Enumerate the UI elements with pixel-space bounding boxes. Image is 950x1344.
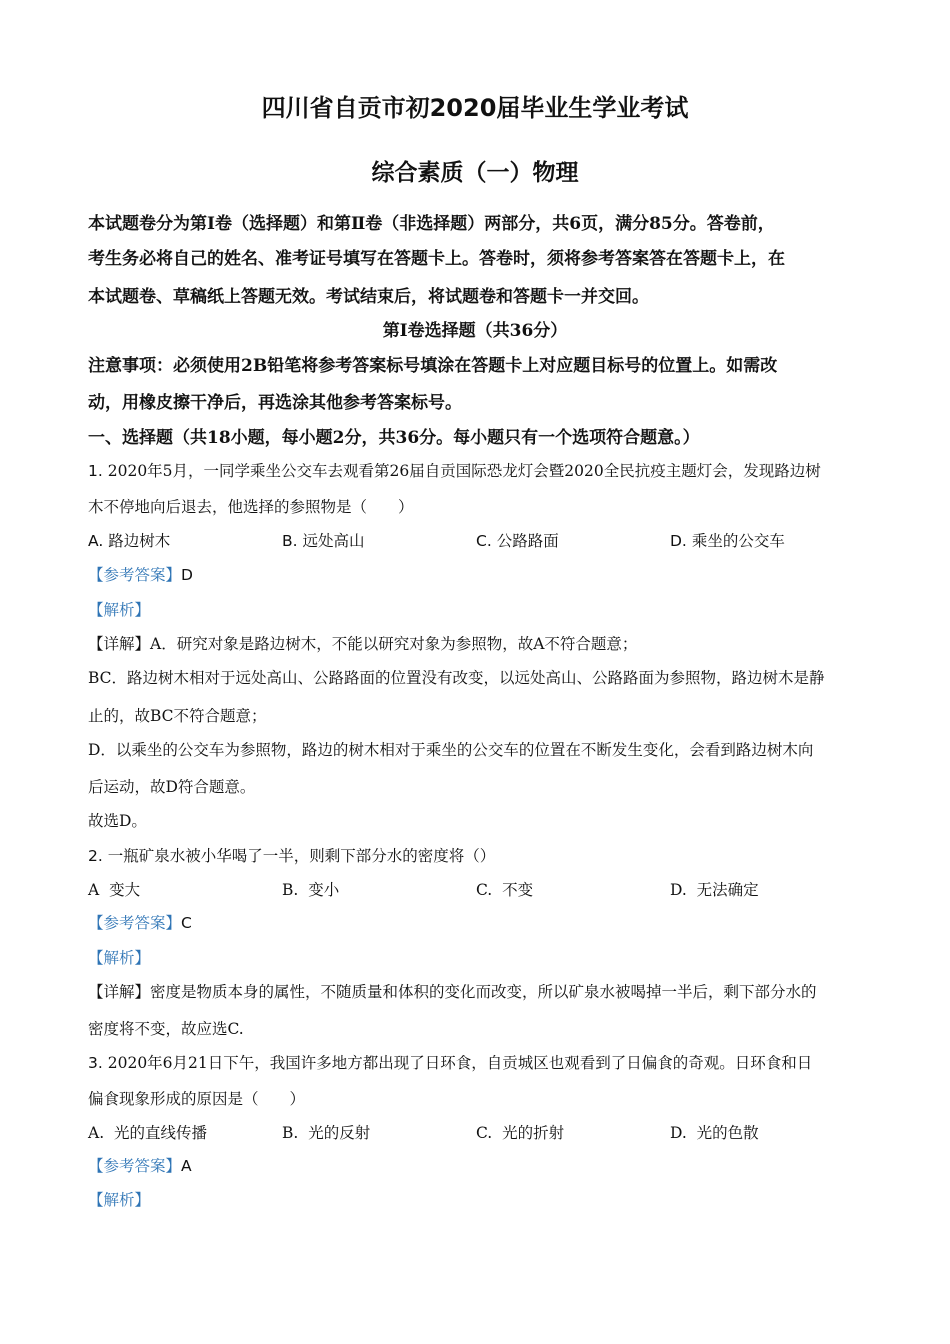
q1-option-d-text: 乘坐的公交车 bbox=[691, 532, 785, 550]
q3-option-c-text: 光的折射 bbox=[502, 1124, 565, 1142]
q3-answer-label: 【参考答案】 bbox=[88, 1157, 182, 1175]
q1-option-c-letter: C. bbox=[476, 532, 492, 550]
q1-option-c-text: 公路路面 bbox=[496, 532, 559, 550]
q2-option-a bbox=[88, 878, 140, 900]
q3-text-1: 2020年6月21日下午，我国许多地方都出现了日环食，自贡城区也观看到了日偏食的奇观。日环食和日 bbox=[107, 1054, 813, 1072]
q1-option-b bbox=[282, 529, 365, 551]
notice-line-2: 动，用橡皮擦干净后，再选涂其他参考答案标号。 bbox=[88, 393, 462, 413]
q3-analysis-label: 【解析】 bbox=[88, 1191, 151, 1209]
q3-option-c-letter: C. bbox=[476, 1124, 493, 1142]
q1-option-a-text: 路边树木 bbox=[108, 532, 171, 550]
q1-option-b-letter: B. bbox=[282, 532, 298, 550]
q2-detail-text-1: 密度是物质本身的属性，不随质量和体积的变化而改变，所以矿泉水被喝掉一半后，剩下部分水的 bbox=[150, 983, 817, 1001]
q1-analysis-label: 【解析】 bbox=[88, 601, 151, 619]
q3-option-a-letter: A. bbox=[88, 1124, 105, 1142]
part-title: 第Ⅰ卷选择题（共36分） bbox=[382, 321, 568, 341]
q1-answer-label: 【参考答案】 bbox=[88, 566, 182, 584]
q2-option-c-letter: C. bbox=[476, 881, 493, 899]
q2-answer-value: C bbox=[181, 914, 192, 932]
q3-option-d-text: 光的色散 bbox=[696, 1124, 759, 1142]
q1-option-a bbox=[88, 529, 170, 551]
intro-line-3: 本试题卷、草稿纸上答题无效。考试结束后，将试题卷和答题卡一并交回。 bbox=[88, 287, 649, 307]
q2-option-a-letter: A bbox=[88, 881, 100, 899]
intro-line-2: 考生务必将自己的姓名、准考证号填写在答题卡上。答卷时，须将参考答案答在答题卡上，在 bbox=[88, 249, 785, 269]
q2-option-b-text: 变小 bbox=[308, 881, 340, 899]
q2-analysis-label: 【解析】 bbox=[88, 949, 151, 967]
q2-detail-line-2: 密度将不变，故应选C. bbox=[88, 1020, 244, 1038]
q2-option-d-letter: D. bbox=[670, 881, 687, 899]
document-subtitle: 综合素质（一）物理 bbox=[371, 160, 579, 186]
q1-option-b-text: 远处高山 bbox=[302, 532, 365, 550]
q1-stem-line-2: 木不停地向后退去，他选择的参照物是（ ） bbox=[88, 498, 414, 516]
q3-option-a-text: 光的直线传播 bbox=[113, 1124, 207, 1142]
q3-option-b-letter: B. bbox=[282, 1124, 299, 1142]
q1-number: 1. bbox=[88, 462, 103, 480]
q2-number: 2. bbox=[88, 847, 103, 865]
q3-option-d bbox=[670, 1121, 759, 1143]
q1-detail-text-1: A．研究对象是路边树木，不能以研究对象为参照物，故A不符合题意； bbox=[150, 635, 638, 653]
q3-option-b bbox=[282, 1121, 370, 1143]
q1-detail-line-3: 止的，故BC不符合题意； bbox=[88, 707, 267, 725]
q3-option-b-text: 光的反射 bbox=[308, 1124, 371, 1142]
q2-detail-line-1 bbox=[88, 980, 864, 1002]
q2-text: 一瓶矿泉水被小华喝了一半，则剩下部分水的密度将（） bbox=[107, 847, 496, 865]
q2-detail-label: 【详解】 bbox=[88, 983, 151, 1001]
q1-answer-value: D bbox=[181, 566, 193, 584]
q1-option-d-letter: D. bbox=[670, 532, 687, 550]
q1-stem-line-1 bbox=[88, 459, 864, 481]
q3-stem-line-1 bbox=[88, 1051, 864, 1073]
notice-line-1: 注意事项：必须使用2B铅笔将参考答案标号填涂在答题卡上对应题目标号的位置上。如需改 bbox=[88, 356, 778, 376]
q1-detail-line-2: BC．路边树木相对于远处高山、公路路面的位置没有改变，以远处高山、公路路面为参照物，路边树木是静 bbox=[88, 669, 825, 687]
q2-option-b bbox=[282, 878, 339, 900]
intro-line-1: 本试题卷分为第Ⅰ卷（选择题）和第Ⅱ卷（非选择题）两部分，共6页，满分85分。答卷前， bbox=[88, 214, 775, 234]
q3-stem-line-2: 偏食现象形成的原因是（ ） bbox=[88, 1090, 306, 1108]
q3-option-d-letter: D. bbox=[670, 1124, 687, 1142]
q1-option-d bbox=[670, 529, 785, 551]
q1-detail-label: 【详解】 bbox=[88, 635, 151, 653]
q1-answer bbox=[88, 563, 864, 585]
q1-option-c bbox=[476, 529, 559, 551]
q2-option-b-letter: B. bbox=[282, 881, 299, 899]
q1-text-1: 2020年5月，一同学乘坐公交车去观看第26届自贡国际恐龙灯会暨2020全民抗疫主题灯会，发现路边树 bbox=[107, 462, 821, 480]
q2-option-c-text: 不变 bbox=[502, 881, 534, 899]
document-title: 四川省自贡市初2020届毕业生学业考试 bbox=[261, 94, 689, 122]
q3-number: 3. bbox=[88, 1054, 103, 1072]
q3-answer bbox=[88, 1154, 864, 1176]
q2-option-a-text: 变大 bbox=[109, 881, 141, 899]
q1-option-a-letter: A. bbox=[88, 532, 104, 550]
q2-option-c bbox=[476, 878, 533, 900]
q1-detail-line-1 bbox=[88, 632, 864, 654]
q1-detail-line-4: D．以乘坐的公交车为参照物，路边的树木相对于乘坐的公交车的位置在不断发生变化，会看到路边树木向 bbox=[88, 741, 814, 759]
q1-detail-line-5: 后运动，故D符合题意。 bbox=[88, 778, 256, 796]
q2-answer-label: 【参考答案】 bbox=[88, 914, 182, 932]
q3-option-c bbox=[476, 1121, 564, 1143]
q2-answer bbox=[88, 911, 864, 933]
q2-stem bbox=[88, 844, 864, 866]
q3-option-a bbox=[88, 1121, 207, 1143]
q2-option-d-text: 无法确定 bbox=[696, 881, 759, 899]
section-title: 一、选择题（共18小题，每小题2分，共36分。每小题只有一个选项符合题意。） bbox=[88, 428, 700, 448]
q1-detail-line-6: 故选D。 bbox=[88, 812, 147, 830]
q3-answer-value: A bbox=[181, 1157, 192, 1175]
q2-option-d bbox=[670, 878, 759, 900]
